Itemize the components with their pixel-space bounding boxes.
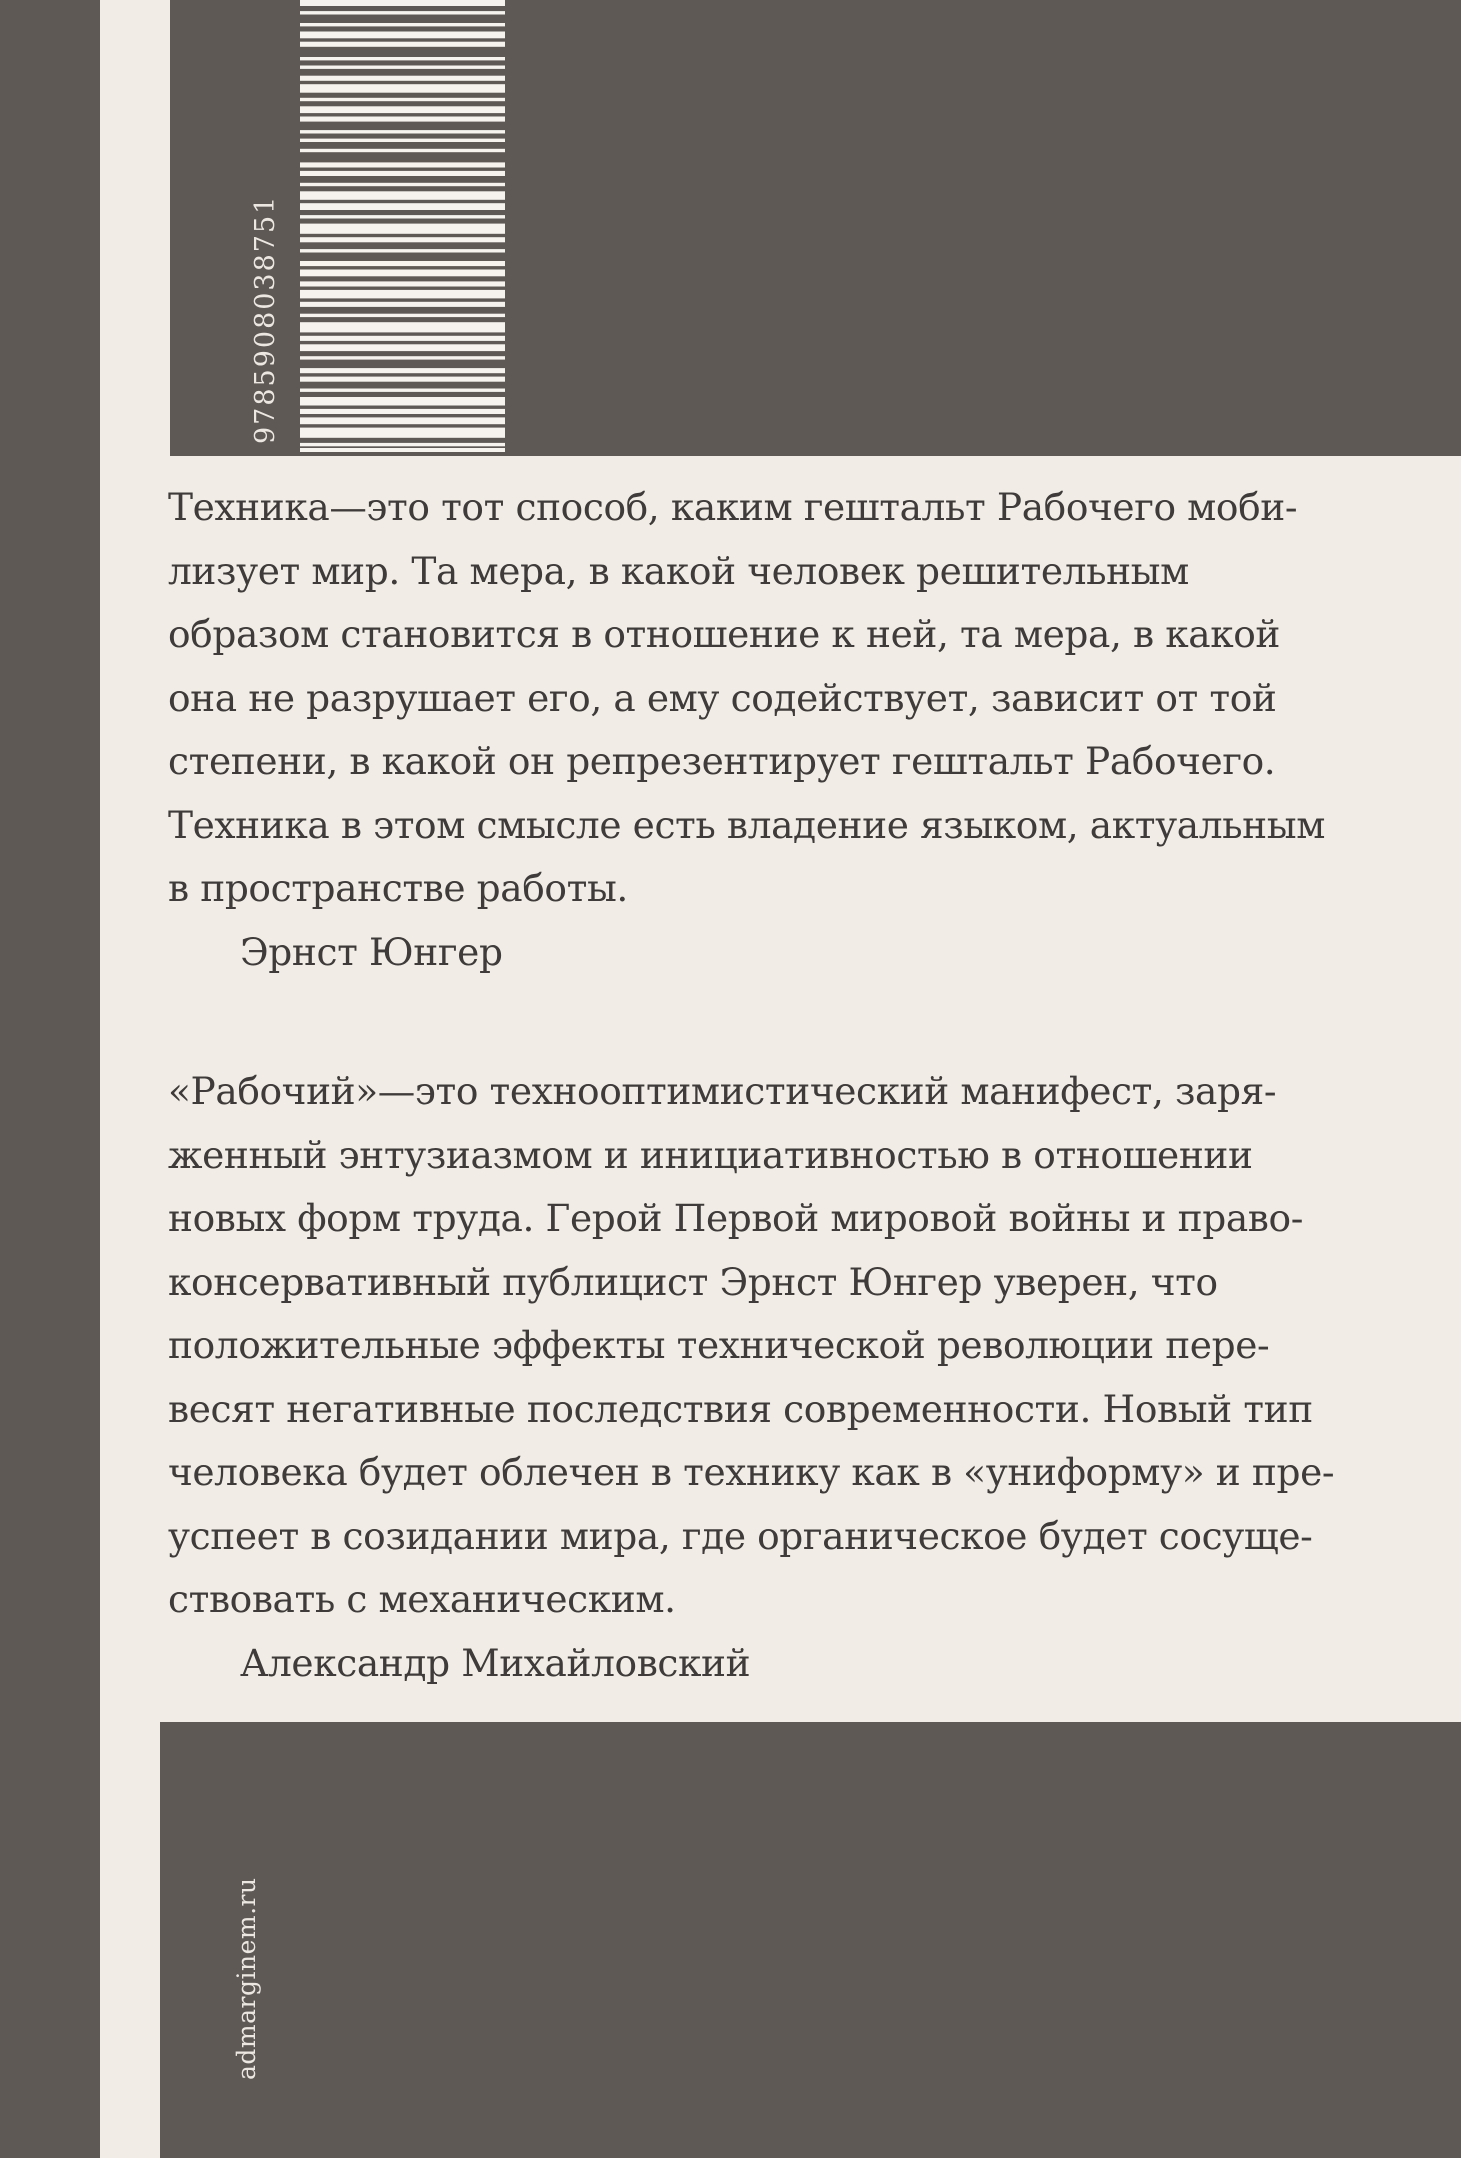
barcode-bar xyxy=(300,122,505,131)
barcode-bar xyxy=(300,93,505,98)
barcode-bar xyxy=(300,276,505,281)
barcode-bar xyxy=(300,317,505,322)
quote-juenger xyxy=(168,476,1408,984)
quote-line: лизует мир. Та мера, в какой человек решительным xyxy=(168,548,1189,593)
barcode-bar xyxy=(300,142,505,149)
barcode-bar xyxy=(300,351,505,356)
publisher-website: admarginem.ru xyxy=(232,1877,261,2080)
quote-line: новых форм труда. Герой Первой мировой войны и право- xyxy=(168,1196,1303,1240)
barcode-bar xyxy=(300,242,505,249)
barcode-bar xyxy=(300,234,505,237)
quote-line: человека будет облечен в технику как в «униформу» и пре- xyxy=(168,1450,1335,1494)
barcode-bar xyxy=(300,38,505,41)
barcode-bar xyxy=(300,186,505,191)
barcode-bar xyxy=(300,200,505,203)
isbn-number: 9785908038751 xyxy=(250,194,281,444)
left-dark-strip xyxy=(0,0,100,2158)
quote-line: «Рабочий»—это технооптимистический манифест, заря- xyxy=(168,1069,1277,1113)
barcode-bar xyxy=(300,392,505,397)
barcode-bar xyxy=(300,210,505,215)
barcode-bar xyxy=(300,414,505,417)
barcode-bar xyxy=(300,134,505,139)
quote-line: консервативный публицист Эрнст Юнгер уверен, что xyxy=(168,1259,1218,1304)
barcode-bar xyxy=(300,26,505,31)
quote-author: Эрнст Юнгер xyxy=(240,929,503,974)
barcode-bar xyxy=(300,69,505,76)
quote-line: она не разрушает его, а ему содействует, зависит от той xyxy=(168,675,1277,720)
quote-line: успеет в созидании мира, где органическое будет сосуще- xyxy=(168,1513,1313,1558)
barcode-bar xyxy=(300,446,505,448)
barcode-bar xyxy=(300,253,505,262)
barcode-bar xyxy=(300,298,505,301)
barcode-bar xyxy=(300,287,505,290)
quote-author: Александр Михайловский xyxy=(240,1640,751,1685)
barcode-bar xyxy=(300,307,505,314)
barcode-bar xyxy=(300,382,505,389)
quote-line: образом становится в отношение к ней, та мера, в какой xyxy=(168,612,1281,656)
barcode-bar xyxy=(300,60,505,65)
quote-line: положительные эффекты технической революции пере- xyxy=(168,1323,1270,1367)
barcode-bar xyxy=(300,168,505,171)
barcode-bar xyxy=(300,6,505,11)
barcode-bars xyxy=(300,0,505,452)
barcode-bar xyxy=(300,15,505,24)
barcode-bar xyxy=(300,152,505,162)
quote-line: в пространстве работы. xyxy=(168,866,628,910)
quote-mikhailovsky xyxy=(168,1060,1408,1695)
barcode-bar xyxy=(300,47,505,57)
quote-line: женный энтузиазмом и инициативностью в отношении xyxy=(168,1132,1253,1177)
quote-line: ствовать с механическим. xyxy=(168,1577,676,1621)
barcode-bar xyxy=(300,360,505,369)
barcode-bar xyxy=(300,176,505,183)
bottom-dark-band xyxy=(160,1722,1461,2158)
barcode-bar xyxy=(300,266,505,269)
barcode-bar xyxy=(300,341,505,344)
barcode-bar xyxy=(300,81,505,84)
barcode-bar xyxy=(300,373,505,376)
barcode-bar xyxy=(300,113,505,116)
quote-line: весят негативные последствия современности. Новый тип xyxy=(168,1386,1313,1431)
quote-line: Техника—это тот способ, каким гештальт Рабочего моби- xyxy=(168,485,1298,529)
quote-line: Техника в этом смысле есть владение языком, актуальным xyxy=(168,802,1325,847)
barcode-bar xyxy=(300,101,505,106)
barcode-bar xyxy=(300,438,505,443)
barcode-bar xyxy=(300,219,505,224)
barcode-bar xyxy=(300,332,505,335)
quote-line: степени, в какой он репрезентирует гештальт Рабочего. xyxy=(168,739,1276,783)
barcode-bar xyxy=(300,406,505,409)
barcode xyxy=(300,0,505,452)
barcode-bar xyxy=(300,424,505,427)
